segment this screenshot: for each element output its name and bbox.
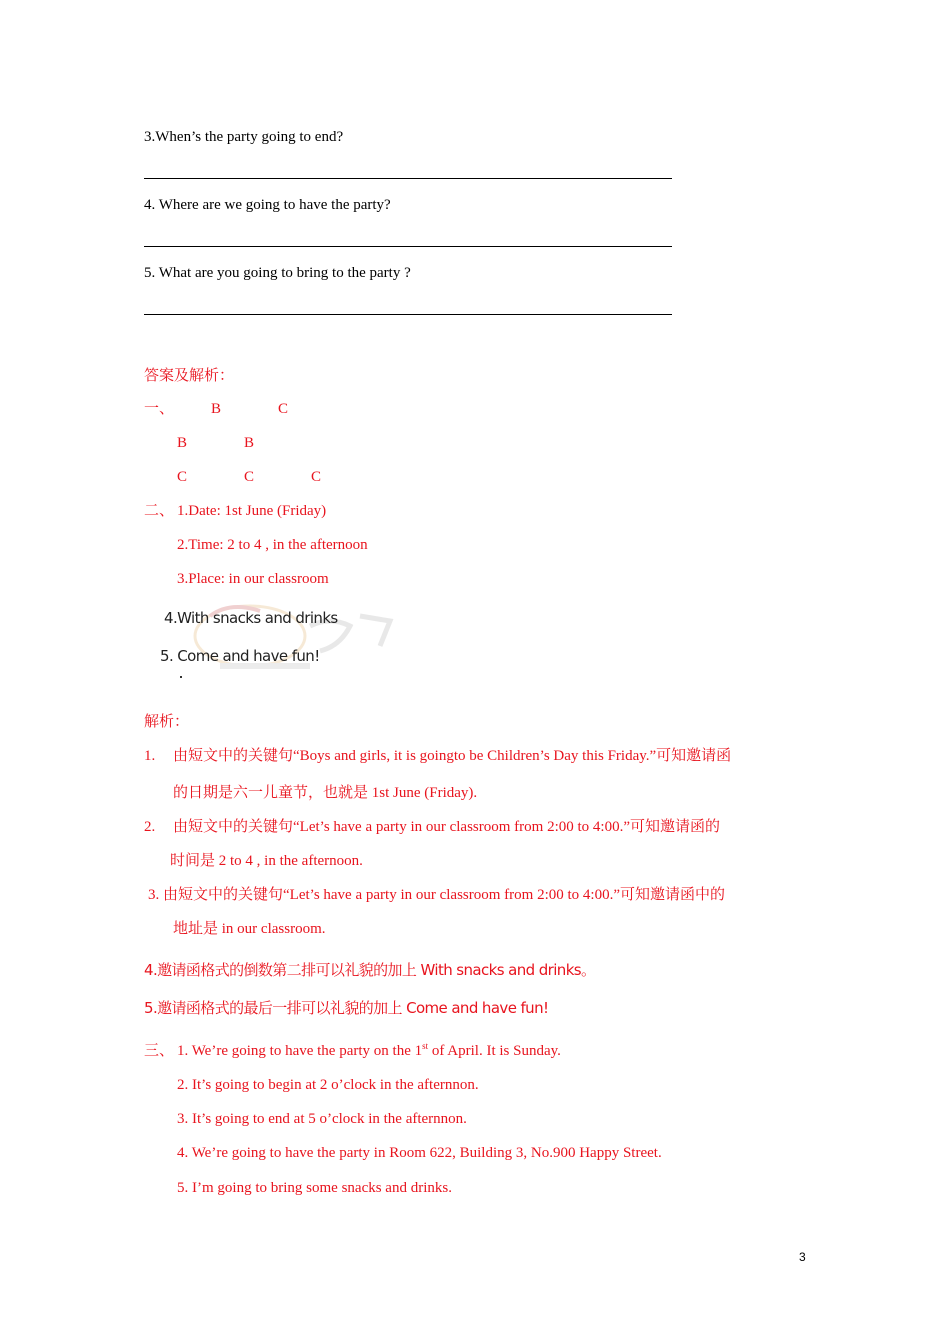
part1-answer: C — [311, 469, 322, 485]
part2-item-1: 1.Date: 1st June (Friday) — [177, 503, 327, 519]
question-3: 3.When’s the party going to end? — [144, 129, 344, 145]
answer-line-5 — [144, 314, 672, 315]
analysis-2-line-2: 时间是 2 to 4 , in the afternoon. — [170, 853, 363, 869]
part1-answer: C — [244, 469, 255, 485]
part1-answer: B — [211, 401, 222, 417]
part1-answer: B — [244, 435, 255, 451]
analysis-2-line-1: 由短文中的关键句“Let’s have a party in our classroom from 2:00 to 4:00.”可知邀请函的 — [173, 819, 720, 835]
analysis-3-line-2: 地址是 in our classroom. — [173, 921, 326, 937]
part1-answer: B — [177, 435, 188, 451]
part3-item-5: 5. I’m going to bring some snacks and drinks. — [177, 1180, 452, 1196]
part1-label: 一、 — [144, 401, 175, 417]
answer-line-3 — [144, 178, 672, 179]
part1-answer: C — [177, 469, 188, 485]
analysis-1-line-2: 的日期是六一儿童节，也就是 1st June (Friday). — [173, 785, 478, 801]
part2-label: 二、 — [144, 503, 175, 519]
part2-item-2: 2.Time: 2 to 4 , in the afternoon — [177, 537, 368, 553]
page-number: 3 — [799, 1250, 806, 1264]
analysis-1-number: 1. — [144, 748, 156, 764]
analysis-2-number: 2. — [144, 819, 156, 835]
part3-label: 三、 — [144, 1043, 175, 1059]
analysis-3-line-1: 3. 由短文中的关键句“Let’s have a party in our classroom from 2:00 to 4:00.”可知邀请函中的 — [148, 887, 725, 903]
part2-item-3: 3.Place: in our classroom — [177, 571, 329, 587]
analysis-1-line-1: 由短文中的关键句“Boys and girls, it is goingto be Children’s Day this Friday.”可知邀请函 — [173, 748, 732, 764]
part3-item-1: 1. We’re going to have the party on the 1st of April. It is Sunday. — [177, 1041, 561, 1059]
part3-item-2: 2. It’s going to begin at 2 o’clock in the afternnon. — [177, 1077, 479, 1093]
part2-item-5: 5. Come and have fun! — [160, 647, 320, 665]
analysis-heading: 解析： — [144, 714, 190, 730]
stray-dot — [180, 676, 182, 678]
part3-item-3: 3. It’s going to end at 5 o’clock in the afternnon. — [177, 1111, 467, 1127]
answers-heading: 答案及解析： — [144, 368, 235, 384]
question-5: 5. What are you going to bring to the party ? — [144, 265, 411, 281]
answer-line-4 — [144, 246, 672, 247]
part3-item-4: 4. We’re going to have the party in Room 622, Building 3, No.900 Happy Street. — [177, 1145, 662, 1161]
question-4: 4. Where are we going to have the party? — [144, 197, 391, 213]
part1-answer: C — [278, 401, 289, 417]
analysis-4: 4.邀请函格式的倒数第二排可以礼貌的加上 With snacks and drinks。 — [144, 961, 596, 979]
analysis-5: 5.邀请函格式的最后一排可以礼貌的加上 Come and have fun! — [144, 999, 549, 1017]
part2-item-4: 4.With snacks and drinks — [164, 609, 338, 627]
